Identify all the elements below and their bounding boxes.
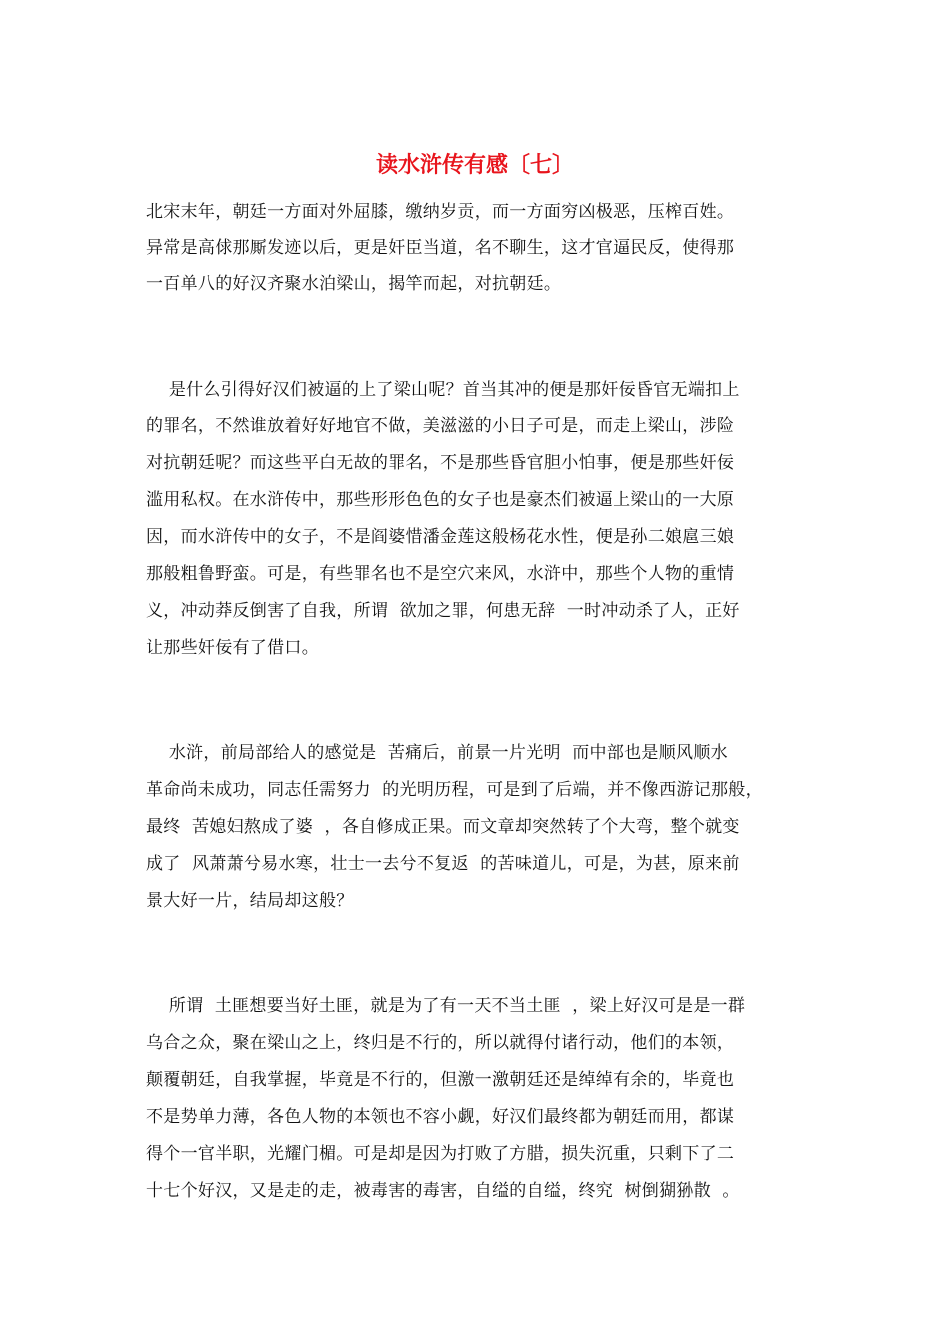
paragraph-2-line-2: 的罪名，不然谁放着好好地官不做，美滋滋的小日子可是，而走上梁山，涉险: [146, 416, 735, 436]
paragraph-2-line-7: 义，冲动莽反倒害了自我，所谓 欲加之罪，何患无辞 一时冲动杀了人，正好: [146, 601, 740, 621]
paragraph-1-line-3: 一百单八的好汉齐聚水泊梁山，揭竿而起，对抗朝廷。: [146, 274, 562, 294]
paragraph-2-line-5: 因，而水浒传中的女子，不是阎婆惜潘金莲这般杨花水性，便是孙二娘扈三娘: [146, 527, 735, 547]
paragraph-4-line-2: 乌合之众，聚在梁山之上，终归是不行的，所以就得付诸行动，他们的本领，: [146, 1033, 735, 1053]
paragraph-3-line-2: 革命尚未成功，同志任需努力 的光明历程，可是到了后端，并不像西游记那般，: [146, 780, 763, 800]
paragraph-2-line-6: 那般粗鲁野蛮。可是，有些罪名也不是空穴来风，水浒中，那些个人物的重情: [146, 564, 735, 584]
paragraph-2-line-8: 让那些奸佞有了借口。: [146, 638, 319, 658]
paragraph-3-line-5: 景大好一片，结局却这般？: [146, 891, 354, 911]
paragraph-2-line-4: 滥用私权。在水浒传中，那些形形色色的女子也是豪杰们被逼上梁山的一大原: [146, 490, 735, 510]
paragraph-1-line-2: 异常是高俅那厮发迹以后，更是奸臣当道，名不聊生，这才官逼民反，使得那: [146, 238, 735, 258]
paragraph-3-line-1: 水浒，前局部给人的感觉是 苦痛后，前景一片光明 而中部也是顺风顺水: [146, 743, 728, 763]
paragraph-3-line-3: 最终 苦媳妇熬成了婆 ，各自修成正果。而文章却突然转了个大弯，整个就变: [146, 817, 740, 837]
paragraph-4-line-1: 所谓 土匪想要当好土匪，就是为了有一天不当土匪 ，梁上好汉可是是一群: [146, 996, 746, 1016]
paragraph-3-line-4: 成了 风萧萧兮易水寒，壮士一去兮不复返 的苦味道儿，可是，为甚，原来前: [146, 854, 740, 874]
paragraph-2-line-1: 是什么引得好汉们被逼的上了梁山呢？首当其冲的便是那奸佞昏官无端扣上: [146, 380, 740, 400]
paragraph-4-line-5: 得个一官半职，光耀门楣。可是却是因为打败了方腊，损失沉重，只剩下了二: [146, 1144, 735, 1164]
paragraph-1-line-1: 北宋末年，朝廷一方面对外屈膝，缴纳岁贡，而一方面穷凶极恶，压榨百姓。: [146, 202, 735, 222]
paragraph-4-line-3: 颠覆朝廷，自我掌握，毕竟是不行的，但激一激朝廷还是绰绰有余的，毕竟也: [146, 1070, 735, 1090]
paragraph-2-line-3: 对抗朝廷呢？而这些平白无故的罪名，不是那些昏官胆小怕事，便是那些奸佞: [146, 453, 735, 473]
page-title: 读水浒传有感〔七〕: [375, 152, 574, 178]
paragraph-4-line-4: 不是势单力薄，各色人物的本领也不容小觑，好汉们最终都为朝廷而用，都谋: [146, 1107, 735, 1127]
paragraph-4-line-6: 十七个好汉，又是走的走，被毒害的毒害，自缢的自缢，终究 树倒猢狲散 。: [146, 1181, 740, 1201]
